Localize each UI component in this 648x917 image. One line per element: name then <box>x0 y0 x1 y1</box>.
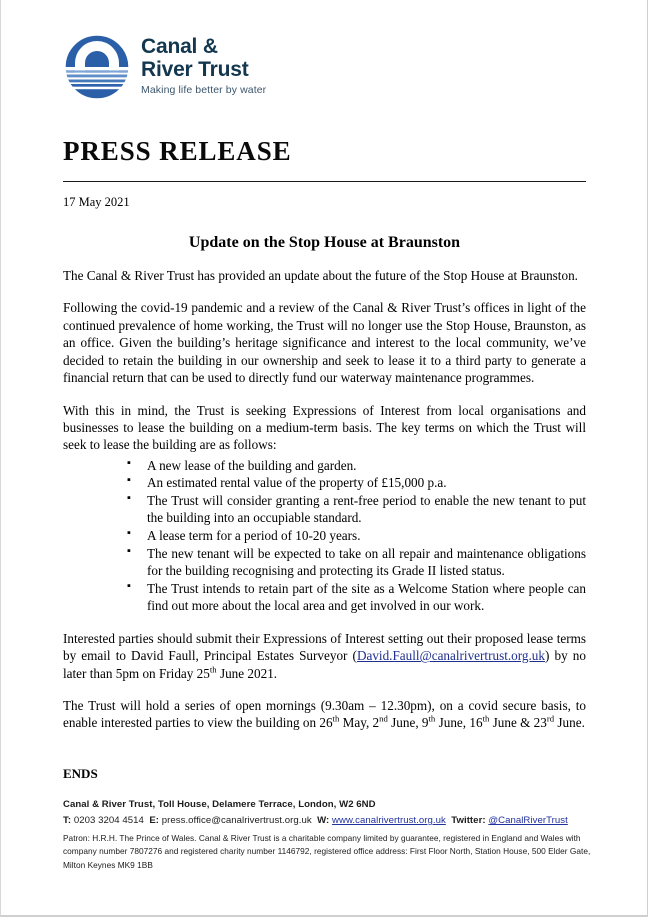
contact-paragraph <box>63 630 586 682</box>
document-footer <box>63 798 592 872</box>
open-mornings-ordinal-5: rd <box>546 714 555 725</box>
key-terms-list-item: ▪ The Trust intends to retain part of the site as a Welcome Station where people can find out more about the local area and get involved in our work. <box>63 580 586 615</box>
footer-address: Canal & River Trust, Toll House, Delamere Terrace, London, W2 6ND <box>63 799 376 810</box>
contact-text-tail: June 2021. <box>216 665 278 681</box>
document-heading: Update on the Stop House at Braunston <box>188 234 461 251</box>
open-mornings-ordinal-4: th <box>482 714 490 725</box>
logo-line-1: Canal & <box>141 35 218 58</box>
date-ordinal: th <box>209 664 217 675</box>
paragraph-2: With this in mind, the Trust is seeking Expressions of Interest from local organisations and businesses to lease the building on a medium-term basis. The key terms on which the Trust will seek to lease the building are as follows: <box>63 402 586 453</box>
open-mornings-part-3: June, 9 <box>387 715 429 731</box>
footer-contact-line <box>63 813 592 830</box>
open-mornings-part-1: The Trust will hold a series of open mornings (9.30am – 12.30pm), on a covid secure basis, to enable interested parties to view the building on 26 <box>63 697 586 731</box>
logo-wordmark <box>141 33 266 96</box>
key-terms-list-item: ▪ An estimated rental value of the property of £15,000 p.a. <box>63 474 586 492</box>
open-mornings-ordinal-3: th <box>428 714 436 725</box>
ends-marker: ENDS <box>63 765 98 781</box>
open-mornings-ordinal-1: th <box>332 714 340 725</box>
footer-legal-text: Patron: H.R.H. The Prince of Wales. Canal & River Trust is a charitable company limited by guarantee, registered in England and Wales with company number 7807276 and registered charity number 1146792, registered office address: First Floor North, Station House, 500 Elder Gate, Milton Keynes MK9 1BB <box>63 832 591 870</box>
contact-text-after: ) by no later than 5pm on Friday 25 <box>63 648 586 681</box>
open-mornings-part-4: June, 16 <box>435 715 483 731</box>
masthead <box>63 0 586 111</box>
open-mornings-part-2: May, 2 <box>339 715 380 731</box>
footer-email: press.office@canalrivertrust.org.uk <box>161 814 312 826</box>
key-terms-list-item: ▪ A new lease of the building and garden. <box>63 457 586 475</box>
open-mornings-part-5: June & 23 <box>489 715 547 731</box>
key-terms-list-item: ▪ The Trust will consider granting a rent-free period to enable the new tenant to put the building into an occupiable standard. <box>63 492 586 527</box>
logo-line-2: River Trust <box>141 58 249 81</box>
contact-text-before: Interested parties should submit their Expressions of Interest setting out their proposed lease terms by email to David Faull, Principal Estates Surveyor ( <box>63 630 586 664</box>
open-mornings-paragraph <box>63 697 586 732</box>
key-terms-list <box>63 457 586 615</box>
footer-tel-label: T: <box>63 814 72 826</box>
footer-twitter-link[interactable]: @CanalRiverTrust <box>488 814 568 826</box>
document-content <box>63 0 586 782</box>
key-terms-list-item: ▪ The new tenant will be expected to take on all repair and maintenance obligations for the building recognising and protecting its Grade II listed status. <box>63 545 586 580</box>
key-terms-list-item: ▪ A lease term for a period of 10-20 years. <box>63 527 586 545</box>
email-link[interactable]: David.Faull@canalrivertrust.org.uk <box>356 648 545 664</box>
lead-paragraph: The Canal & River Trust has provided an update about the future of the Stop House at Braunston. <box>63 268 578 283</box>
footer-email-label: E: <box>149 814 160 826</box>
canal-river-trust-roundel-icon <box>63 33 131 101</box>
open-mornings-part-6: June. <box>554 715 585 731</box>
footer-tel: 0203 3204 4514 <box>73 814 144 826</box>
footer-website-link[interactable]: www.canalrivertrust.org.uk <box>332 814 446 826</box>
release-date: 17 May 2021 <box>63 195 130 209</box>
paragraph-1: Following the covid-19 pandemic and a review of the Canal & River Trust’s offices in light of the continued prevalence of home working, the Trust will no longer use the Stop House, Braunston, as an office. Given the building’s heritage significance and interest to the local community, we’ve decided to retain the building in our ownership and seek to lease it to a third party to generate a financial return that can be used to directly fund our waterway maintenance programmes. <box>63 300 586 386</box>
logo-tagline: Making life better by water <box>141 84 267 96</box>
header-divider <box>63 181 586 182</box>
open-mornings-ordinal-2: nd <box>379 714 388 725</box>
footer-web-label: W: <box>317 814 330 826</box>
footer-twitter-label: Twitter: <box>451 814 486 826</box>
page-title: PRESS RELEASE <box>63 136 292 166</box>
